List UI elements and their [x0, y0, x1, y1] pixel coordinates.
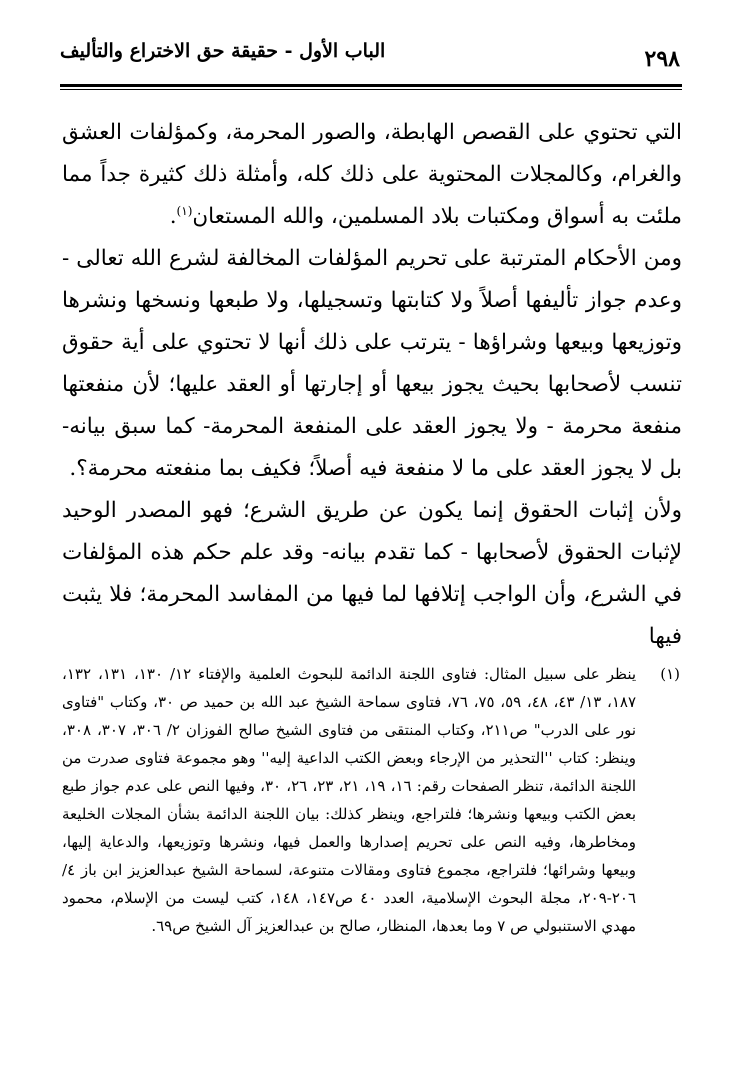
main-text: [62, 112, 682, 658]
paragraph-1-end: .: [169, 204, 177, 229]
paragraph-1: [62, 112, 682, 238]
footnote-reference: (١): [176, 203, 193, 218]
header-rule-thin: [60, 89, 682, 90]
footnote-number: (١): [660, 665, 680, 683]
running-title: الباب الأول - حقيقة حق الاختراع والتأليف: [60, 40, 386, 62]
header-rule-thick: [60, 84, 682, 87]
footnote-text: ينظر على سبيل المثال: فتاوى اللجنة الدائمة للبحوث العلمية والإفتاء ١٢/ ١٣٠، ١٣١، ١٣٢، ١٨٧، ١٣/ ٤٣، ٤٨، ٥٩، ٧٥، ٧٦، فتاوى سماحة الشيخ عبد الله بن حميد ص ٣٠، وكتاب "فتاوى نور على الدرب" ص٢١١، وكتاب المنتقى من فتاوى الشيخ صالح الفوزان ٢/ ٣٠٦، ٣٠٧، ٣٠٨، وينظر: كتاب ''التحذير من الإرجاء وبعض الكتب الداعية إليه'' وهو مجموعة فتاوى صدرت من اللجنة الدائمة، تنظر الصفحات رقم: ١٦، ١٩، ٢١، ٢٣، ٢٦، ٣٠، وفيها النص على عدم جواز طبع بعض الكتب وبيعها ونشرها؛ فلتراجع، وينظر كذلك: بيان اللجنة الدائمة بشأن المجلات الخليعة ومخاطرها، وفيه النص على تحريم إصدارها والعمل فيها، ونشرها وتوزيعها، والدعاية إليها، وبيعها وشرائها؛ فلتراجع، مجموع فتاوى ومقالات متنوعة، لسماحة الشيخ عبدالعزيز ابن باز ٤/ ٢٠٦-٢٠٩، مجلة البحوث الإسلامية، العدد ٤٠ ص١٤٧، ١٤٨، كتب ليست من الإسلام، محمود مهدي الاستنبولي ص ٧ وما بعدها، المنظار، صالح بن عبدالعزيز آل الشيخ ص٦٩.: [62, 665, 637, 935]
footnotes-section: [62, 660, 680, 940]
page-number: ٢٩٨: [644, 46, 680, 72]
paragraph-3: ولأن إثبات الحقوق إنما يكون عن طريق الشرع؛ فهو المصدر الوحيد لإثبات الحقوق لأصحابها - كما تقدم بيانه- وقد علم حكم هذه المؤلفات في الشرع، وأن الواجب إتلافها لما فيها من المفاسد المحرمة؛ فلا يثبت فيها: [62, 498, 682, 649]
paragraph-2: ومن الأحكام المترتبة على تحريم المؤلفات المخالفة لشرع الله تعالى - وعدم جواز تأليفها أصلاً ولا كتابتها وتسجيلها، ولا طبعها ونسخها ونشرها وتوزيعها وبيعها وشراؤها - يترتب على ذلك أنها لا تحتوي على أية حقوق تنسب لأصحابها بحيث يجوز بيعها أو إجارتها أو العقد عليها؛ لأن منفعتها منفعة محرمة - ولا يجوز العقد على المنفعة المحرمة- كما سبق بيانه- بل لا يجوز العقد على ما لا منفعة فيه أصلاً؛ فكيف بما منفعته محرمة؟.: [62, 246, 682, 481]
page-header: [60, 36, 682, 76]
paragraph-1-text: التي تحتوي على القصص الهابطة، والصور المحرمة، وكمؤلفات العشق والغرام، وكالمجلات المحتوية على ذلك كله، وأمثلة ذلك كثيرة جداً مما ملئت به أسواق ومكتبات بلاد المسلمين، والله المستعان: [62, 120, 682, 229]
